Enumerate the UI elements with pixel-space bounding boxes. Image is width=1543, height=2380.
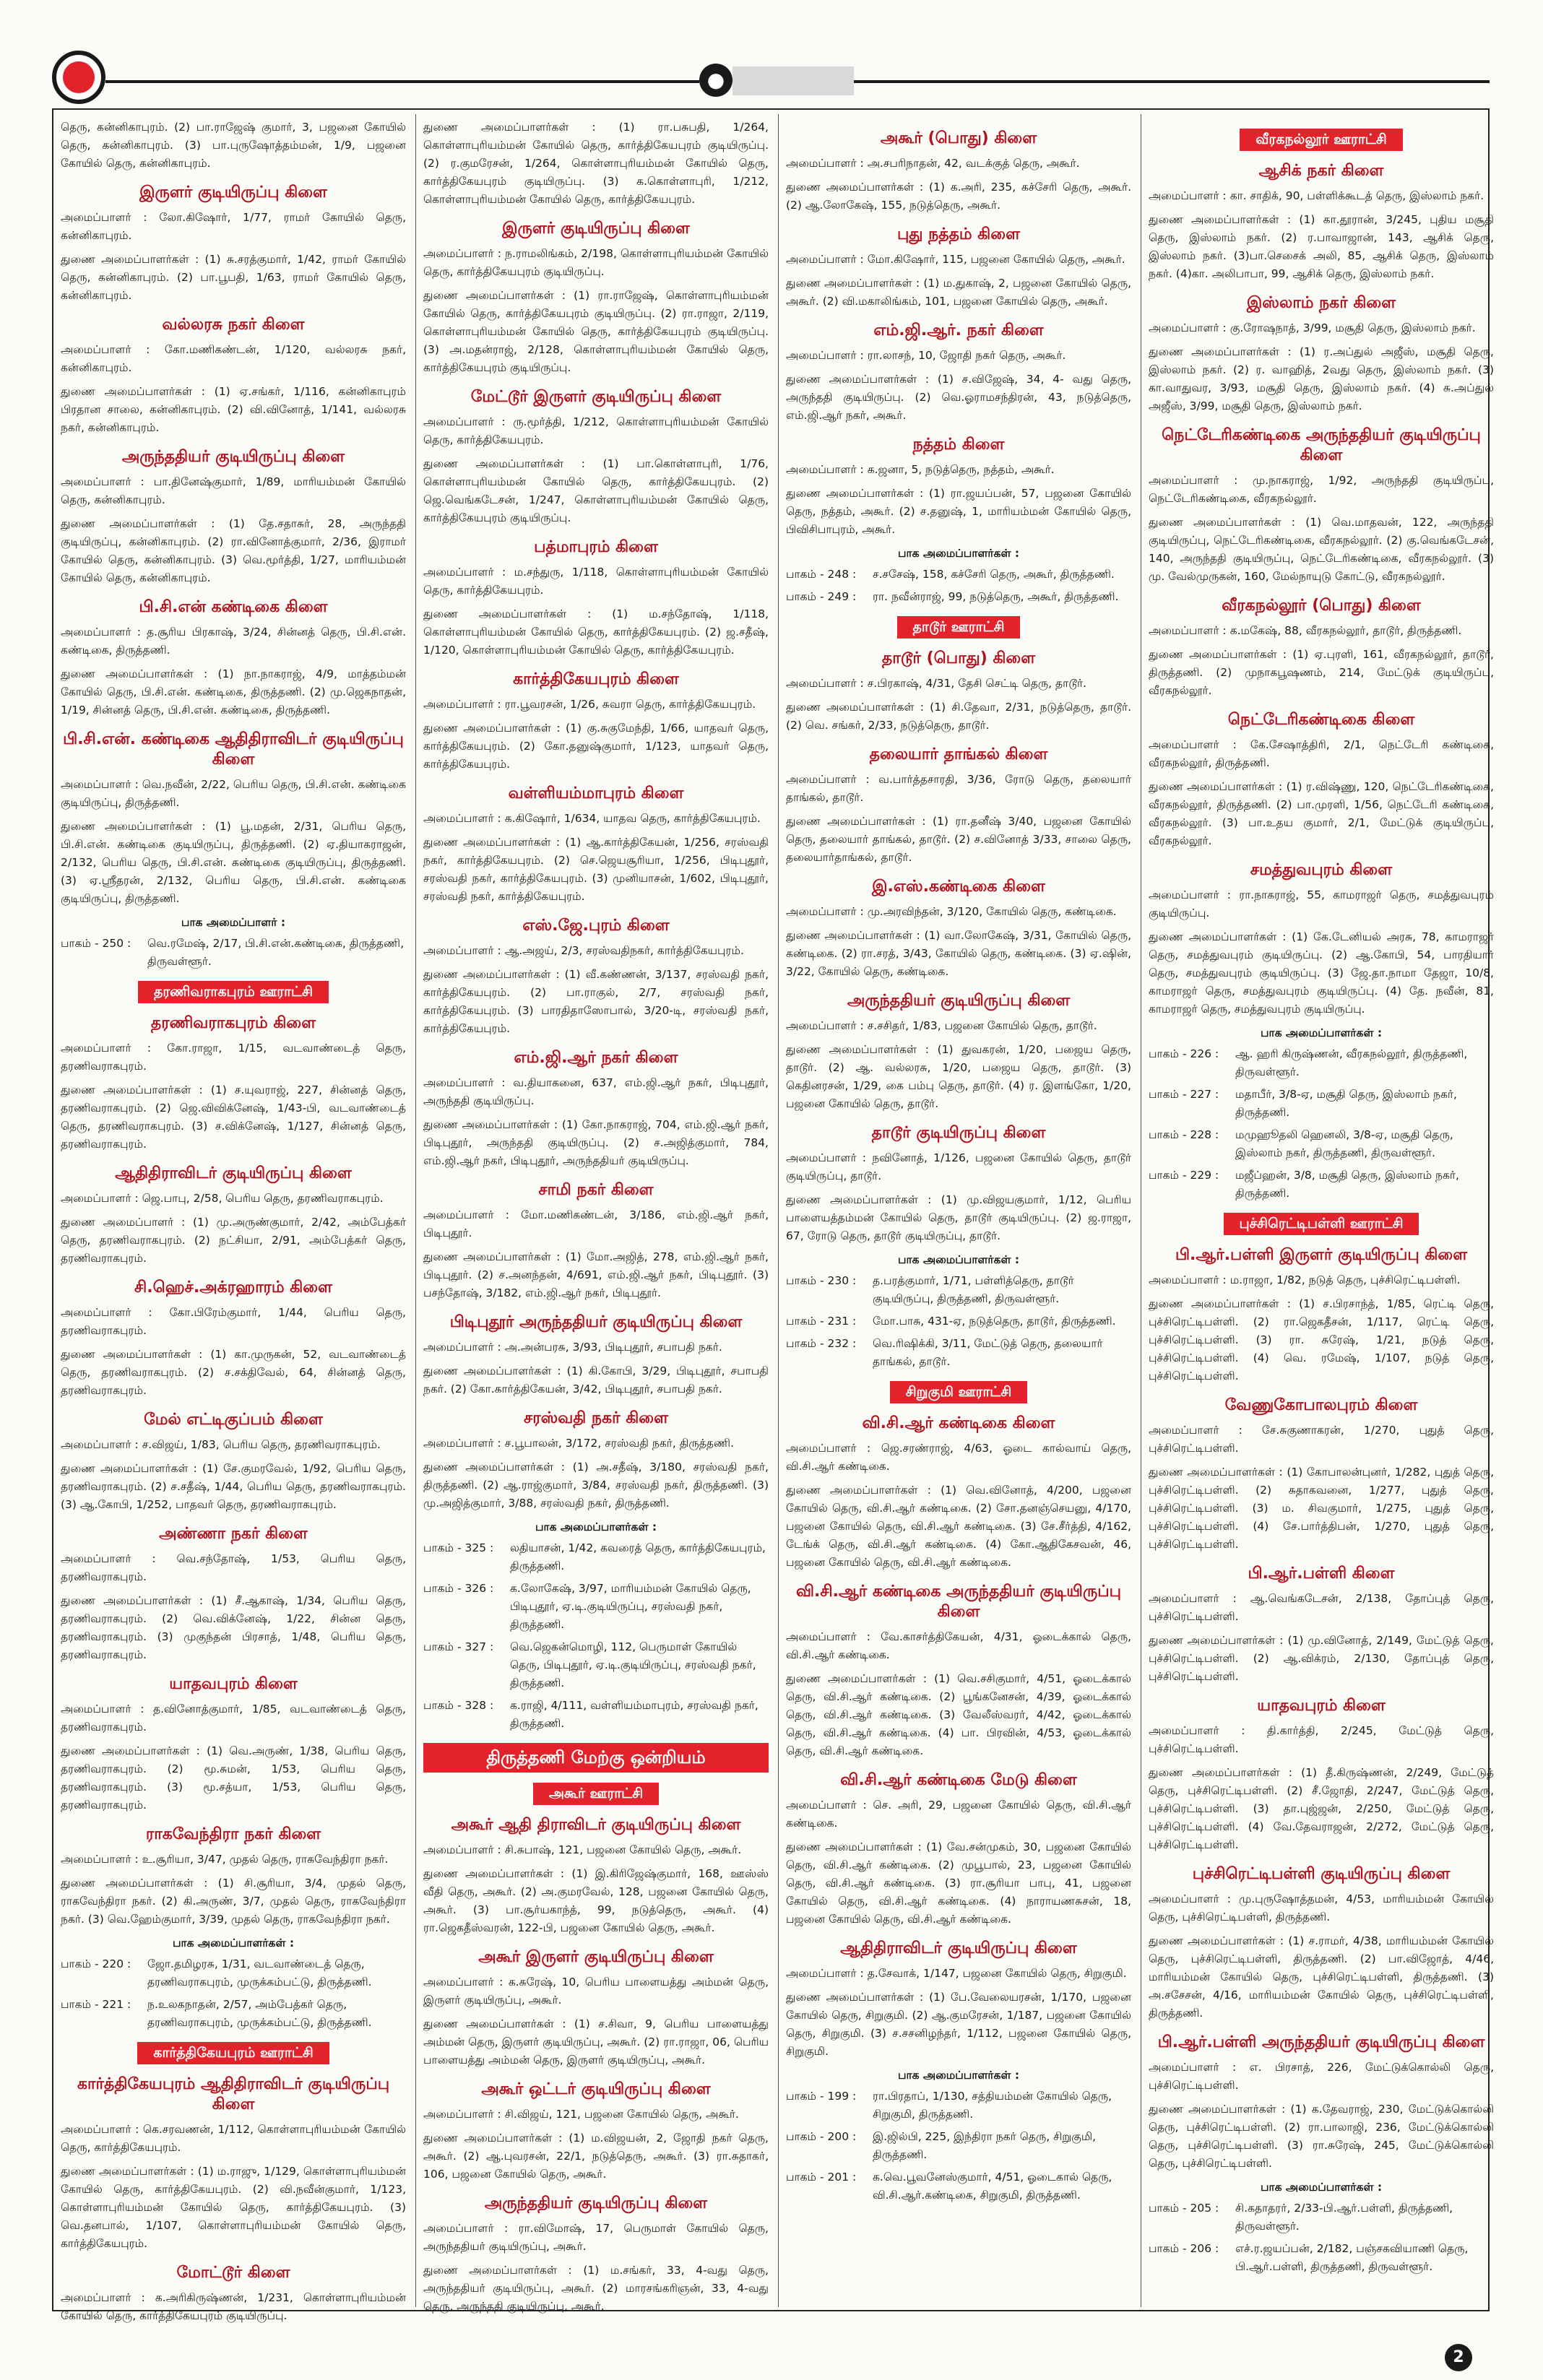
member-paragraph: துணை அமைப்பாளர்கள் : (1) ரா.தனீஷ் 3/40, பஜனை கோயில் தெரு, தலையார் தாங்கல், தாடூர். (2) ச.வினோத் 3/33, சாலை தெரு, தலையார்தாங்கல், தாடூர். [786,815,1131,864]
booth-agent: வெ.ரமேஷ், 2/17, பி.சி.என்.கண்டிகை, திருத்தணி, திருவள்ளூர். [147,937,405,968]
member-paragraph: அமைப்பாளர் : ம.சந்துரு, 1/118, கொள்ளாபுரியம்மன் கோயில் தெரு, கார்த்திகேயபுரம். [423,566,769,597]
booth-agent: ஆ. ஹரி கிருஷ்ணன், வீரகநல்லூர், திருத்தணி, திருவள்ளூர். [1235,1047,1468,1078]
branch-heading: வள்ளியம்மாபுரம் கிளை [508,784,684,802]
column-divider [415,114,416,2307]
branch-heading: தலையார் தாங்கல் கிளை [869,745,1048,763]
member-paragraph: துணை அமைப்பாளர்கள் : (1) கி.கோபி, 3/29, பிடிபுதூர், சபாபதி நகர். (2) கோ.கார்த்திகேயன், 3/42, பிடிபுதூர், சபாபதி நகர். [423,1364,769,1395]
booth-number: பாகம் - 199 : [786,2090,857,2103]
member-paragraph: துணை அமைப்பாளர்கள் : (1) ச.பிரசாந்த், 1/85, ரெட்டி தெரு, புச்சிரெட்டிபள்ளி. (2) ரா.ஜெகதீசன், 1/117, ரெட்டி தெரு, புச்சிரெட்டிபள்ளி. (3) ரா. சுரேஷ், 1/21, நடுத் தெரு, புச்சிரெட்டிபள்ளி. (4) வெ. ரமேஷ், 1/107, நடுத் தெரு, புச்சிரெட்டிபள்ளி. [1149,1297,1494,1382]
booth-agent: க.வெ.பூவனேஸ்குமார், 4/51, ஓடைகால் தெரு, வி.சி.ஆர்.கண்டிகை, சிறுகுமி, திருத்தணி. [873,2171,1112,2202]
booth-row [1149,1167,1494,1203]
booth-agent: வெ.ஜெகன்மொழி, 112, பெருமாள் கோயில் தெரு, பிடிபுதூர், ஏ.டி.குடியிருப்பு, சரஸ்வதி நகர், திருத்தணி. [510,1640,756,1689]
branch-heading: சி.ஹெச்.அக்ரஹாரம் கிளை [134,1278,332,1297]
member-paragraph: துணை அமைப்பாளர்கள் : (1) கோபாலன்புனர், 1/282, புதுத் தெரு, புச்சிரெட்டிபள்ளி. (2) சுதாகவனை, 1/277, புதுத் தெரு, புச்சிரெட்டிபள்ளி. (3) ம. சிவகுமார், 1/275, புதுத் தெரு, புச்சிரெட்டிபள்ளி. (4) சே.பார்த்திபன், 1/270, புதுத் தெரு, புச்சிரெட்டிபள்ளி. [1149,1466,1494,1551]
panchayat-banner: தாடூர் ஊராட்சி [897,616,1021,639]
booth-number: பாகம் - 250 : [61,937,131,950]
member-paragraph: அமைப்பாளர் : கோ.ராஜா, 1/15, வடவாண்டைத் தெரு, தரணிவராகபுரம். [61,1042,406,1073]
masthead [0,0,1543,108]
branch-heading: நெட்டேரிகண்டிகை கிளை [1227,711,1415,729]
member-paragraph: அமைப்பாளர் : கெ.சரவணன், 1/112, கொள்ளாபுரியம்மன் கோயில் தெரு, கார்த்திகேயபுரம். [61,2123,406,2154]
booth-number: பாகம் - 201 : [786,2171,857,2184]
branch-heading: யாதவபுரம் கிளை [1257,1697,1386,1715]
member-paragraph: துணை அமைப்பாளர்கள் : (1) ச.விஜேஷ், 34, 4- வது தெரு, அருந்ததி குடியிருப்பு. (2) வெ.ஓராமசந்திரன், 43, நடுத்தெரு, எம்.ஜி.ஆர் நகர், அகூர். [786,373,1131,422]
booth-number: பாகம் - 221 : [61,1998,131,2011]
column-4 [1149,118,1494,2307]
member-paragraph: அமைப்பாளர் : த.சேவாக், 1/147, பஜனை கோயில் தெரு, சிறுகுமி. [786,1967,1127,1980]
header-rule-left [105,80,699,83]
member-paragraph: துணை அமைப்பாளர்கள் : (1) ரா.பசுபதி, 1/264, கொள்ளாபுரியம்மன் கோயில் தெரு, கார்த்திகேயபுரம் குடியிருப்பு. (2) ர.குமரேசன், 1/264, கொள்ளாபுரியம்மன் கோயில் தெரு, கார்த்திகேயபுரம் குடியிருப்பு. (3) க.கொள்ளாபுரி, 1/212, கொள்ளாபுரியம்மன் கோயில் தெரு, கார்த்திகேயபுரம். [423,121,769,206]
member-paragraph: அமைப்பாளர் : வெ.சந்தோஷ், 1/53, பெரிய தெரு, தரணிவராகபுரம். [61,1552,406,1583]
booth-row [61,935,406,971]
column-divider [778,114,779,2307]
member-paragraph: அமைப்பாளர் : நவினோத், 1/126, பஜனை கோயில் தெரு, தாடூர் குடியிருப்பு, தாடூர். [786,1151,1131,1182]
branch-heading: ராகவேந்திரா நகர் கிளை [145,1825,321,1843]
panchayat-banner: கார்த்திகேயபுரம் ஊராட்சி [137,2042,329,2064]
member-paragraph: அமைப்பாளர் : சே.சுகுணாகரன், 1/270, புதுத் தெரு, புச்சிரெட்டிபள்ளி. [1149,1424,1494,1455]
branch-heading: ஆசிக் நகர் கிளை [1258,162,1384,180]
member-paragraph: தெரு, கன்னிகாபுரம். (2) பா.ராஜேஷ் குமார், 3, பஜனை கோயில் தெரு, கன்னிகாபுரம். (3) பா.புருஷோத்தம்மன், 1/9, பஜனை கோயில் தெரு, கன்னிகாபுரம். [61,121,406,170]
booth-row [61,1955,406,1991]
booth-number: பாகம் - 229 : [1149,1169,1219,1182]
booth-row [786,1272,1131,1308]
booth-number: பாகம் - 227 : [1149,1088,1219,1101]
member-paragraph: துணை அமைப்பாளர்கள் : (1) ரா.ராஜேஷ், கொள்ளாபுரியம்மன் கோயில் தெரு, கார்த்திகேயபுரம் குடியிருப்பு. (2) ரா.ராஜா, 2/119, கொள்ளாபுரியம்மன் கோயில் தெரு, கார்த்திகேயபுரம் குடியிருப்பு. (3) அ.மதன்ராஜ், 2/128, கொள்ளாபுரியம்மன் கோயில் தெரு, கார்த்திகேயபுரம் குடியிருப்பு. [423,289,769,374]
branch-heading: பத்மாபுரம் கிளை [534,538,658,556]
member-paragraph: துணை அமைப்பாளர்கள் : (1) ச.ராமர், 4/38, மாரியம்மன் கோயில் தெரு, புச்சிரெட்டிபள்ளி, திருத்தணி. (2) பா.விஜோத், 4/46, மாரியம்மன் கோயில் தெரு, புச்சிரெட்டிபள்ளி, திருத்தணி. (3) அ.சசேசன், 4/16, மாரியம்மன் கோயில் தெரு, புச்சிரெட்டிபள்ளி, திருத்தணி. [1149,1934,1494,2020]
booth-number: பாகம் - 200 : [786,2130,857,2143]
member-paragraph: துணை அமைப்பாளர்கள் : (1) ர.விஷ்ணு, 120, நெட்டேரிகண்டிகை, வீரகநல்லூர், திருத்தணி. (2) பா.முரளி, 1/56, நெட்டேரி கண்டிகை, வீரகநல்லூர். (3) பா.உதய குமார், 2/1, மேட்டுக் குடியிருப்பு, வீரகநல்லூர். [1149,780,1494,847]
member-paragraph: துணை அமைப்பாளர் : (1) மு.அருண்குமார், 2/42, அம்பேத்கர் தெரு, தரணிவராகபுரம். (2) நட்சியா, 2/91, அம்பேத்கர் தெரு, தரணிவராகபுரம். [61,1216,406,1265]
panchayat-banner: புச்சிரெட்டிபள்ளி ஊராட்சி [1224,1213,1419,1235]
branch-heading: பி.சி.என் கண்டிகை கிளை [139,598,328,616]
booth-row [786,2128,1131,2164]
booth-agent: மதாபீர், 3/8-ஏ, மசூதி தெரு, இஸ்லாம் நகர், திருத்தணி. [1235,1088,1457,1119]
member-paragraph: துணை அமைப்பாளர்கள் : (1) சி.தேவா, 2/31, நடுத்தெரு, தாடூர். (2) வெ. சங்கர், 2/33, நடுத்தெரு, தாடூர். [786,701,1131,732]
booth-agent: மமுஹூதலி ஹெனலி, 3/8-ஏ, மசூதி தெரு, இஸ்லாம் நகர், திருத்தணி, திருவள்ளூர். [1235,1128,1453,1159]
branch-heading: அருந்ததியர் குடியிருப்பு கிளை [847,992,1071,1010]
member-paragraph: துணை அமைப்பாளர்கள் : (1) கா.முருகன், 52, வடவாண்டைத் தெரு, தரணிவராகபுரம். (2) ச.சக்திவேல், 64, சின்னத் தெரு, தரணிவராகபுரம். [61,1348,406,1397]
member-paragraph: அமைப்பாளர் : வே.காசர்த்திகேயன், 4/31, ஓடைக்கால் தெரு, வி.சி.ஆர் கண்டிகை. [786,1630,1131,1661]
panchayat-banner: அகூர் ஊராட்சி [533,1783,659,1805]
member-paragraph: அமைப்பாளர் : ரு.மூர்த்தி, 1/212, கொள்ளாபுரியம்மன் கோயில் தெரு, கார்த்திகேயபுரம். [423,415,769,446]
member-paragraph: துணை அமைப்பாளர்கள் : (1) சீ.ஆகாஷ், 1/34, பெரிய தெரு, தரணிவராகபுரம். (2) வெ.விக்னேஷ், 1/22, சின்ன தெரு, தரணிவராகபுரம். (3) முகுந்தன் பிரசாத், 1/48, பெரிய தெரு, தரணிவராகபுரம். [61,1594,406,1661]
section-subheading: பாக அமைப்பாளர்கள் : [535,1520,657,1533]
member-paragraph: துணை அமைப்பாளர்கள் : (1) ச.யுவராஜ், 227, சின்னத் தெரு, தரணிவராகபுரம். (2) ஜெ.விவிக்னேஷ், 1/43-பி, வடவாண்டைத் தெரு, தரணிவராகபுரம். (3) ச.விக்னேஷ், 1/127, சின்னத் தெரு, தரணிவராகபுரம். [61,1083,406,1151]
section-subheading: பாக அமைப்பாளர்கள் : [897,1253,1020,1266]
red-circle-logo [52,51,105,104]
member-paragraph: துணை அமைப்பாளர்கள் : (1) வீ.கண்ணன், 3/137, சரஸ்வதி நகர், கார்த்திகேயபுரம். (2) பா.ராகுல், 2/7, சரஸ்வதி நகர், கார்த்திகேயபுரம். (3) பாரதிதாஸோபால், 3/20-டி, சரஸ்வதி நகர், கார்த்திகேயபுரம். [423,968,769,1035]
member-paragraph: அமைப்பாளர் : அ.அன்பரசு, 3/93, பிடிபுதூர், சபாபதி நகர். [423,1341,722,1354]
member-paragraph: துணை அமைப்பாளர்கள் : (1) தீ.கிருஷ்ணன், 2/249, மேட்டுத் தெரு, புச்சிரெட்டிபள்ளி. (2) சீ.ஜோதி, 2/247, மேட்டுத் தெரு, புச்சிரெட்டிபள்ளி. (3) தா.புஜ்ஜன், 2/250, மேட்டுத் தெரு, புச்சிரெட்டிபள்ளி. (4) வே.தேவராஜன், 2/272, மேட்டுத் தெரு, புச்சிரெட்டிபள்ளி. [1149,1766,1494,1851]
member-paragraph: துணை அமைப்பாளர்கள் : (1) மோ.அஜித், 278, எம்.ஜி.ஆர் நகர், பிடிபுதூர். (2) ச.அனந்தன், 4/691, எம்.ஜி.ஆர் நகர், பிடிபுதூர். (3) பசந்தோஷ், 3/182, எம்.ஜி.ஆர் நகர், பிடிபுதூர். [423,1250,769,1299]
booth-row [1149,2240,1494,2276]
booth-number: பாகம் - 226 : [1149,1047,1219,1060]
branch-heading: சரஸ்வதி நகர் கிளை [524,1409,668,1427]
booth-agent: எச்.ர.ஜயப்பன், 2/182, பஞ்சகவியாணி தெரு, பி.ஆர்.பள்ளி, திருத்தணி, திருவள்ளூர். [1235,2242,1469,2273]
member-paragraph: அமைப்பாளர் : லோ.கிஷோர், 1/77, ராமர் கோயில் தெரு, கன்னிகாபுரம். [61,211,406,242]
member-paragraph: துணை அமைப்பாளர்கள் : (1) ம.சங்கர், 33, 4-வது தெரு, அருந்ததியர் குடியிருப்பு, அகூர். (2) மாரசங்கரிஞன், 33, 4-வது தெரு, அருந்ததி குடியிருப்பு, அகூர். [423,2264,769,2313]
branch-heading: கார்த்திகேயபுரம் கிளை [513,670,679,688]
booth-agent: ஜோ.தமிழரசு, 1/31, வடவாண்டைத் தெரு, தரணிவராகபுரம், முருக்கம்பட்டு, திருத்தணி. [147,1957,372,1989]
member-paragraph: அமைப்பாளர் : ந.ராமலிங்கம், 2/198, கொள்ளாபுரியம்மன் கோயில் தெரு, கார்த்திகேயபுரம் குடியிருப்பு. [423,247,769,278]
member-paragraph: துணை அமைப்பாளர்கள் : (1) கோ.நாகராஜ், 704, எம்.ஜி.ஆர் நகர், பிடிபுதூர், அருந்ததி குடியிருப்பு. (2) ச.அஜித்குமார், 784, எம்.ஜி.ஆர் நகர், பிடிபுதூர், அருந்ததியர் குடியிருப்பு. [423,1118,769,1167]
booth-row [1149,1086,1494,1122]
booth-number: பாகம் - 220 : [61,1957,131,1970]
member-paragraph: துணை அமைப்பாளர்கள் : (1) நா.நாகராஜ், 4/9, மாத்தம்மன் கோயில் தெரு, பி.சி.என். கண்டிகை, திருத்தணி. (2) மு.ஜெகநாதன், 1/19, சின்னத் தெரு, பி.சி.என். கண்டிகை, திருத்தணி. [61,667,406,717]
branch-heading: வல்லரசு நகர் கிளை [162,316,305,334]
booth-row [786,1335,1131,1371]
branch-heading: பி.ஆர்.பள்ளி அருந்ததியர் குடியிருப்பு கிளை [1157,2033,1485,2051]
column-2 [423,118,769,2313]
member-paragraph: அமைப்பாளர் : ரா.நாகராஜ், 55, காமராஜர் தெரு, சமத்துவபுரம் குடியிருப்பு. [1149,888,1494,919]
member-paragraph: அமைப்பாளர் : பா.தினேஷ்குமார், 1/89, மாரியம்மன் கோயில் தெரு, கன்னிகாபுரம். [61,475,406,506]
branch-heading: எம்.ஜி.ஆர் நகர் கிளை [514,1049,678,1067]
booth-row [786,1312,1131,1330]
booth-agent: வெ.ரிஷிக்கி, 3/11, மேட்டுத் தெரு, தலையார் தாங்கல், தாடூர். [873,1337,1103,1368]
booth-agent: ரா. நவீன்ராஜ், 99, நடுத்தெரு, அகூர், திருத்தணி. [873,590,1119,603]
member-paragraph: அமைப்பாளர் : வ.தியாகனை, 637, எம்.ஜி.ஆர் நகர், பிடிபுதூர், அருந்ததி குடியிருப்பு. [423,1076,769,1107]
member-paragraph: அமைப்பாளர் : க.சுரேஷ், 10, பெரிய பாளையத்து அம்மன் தெரு, இருளர் குடியிருப்பு, அகூர். [423,1976,769,2007]
branch-heading: எஸ்.ஜே.புரம் கிளை [522,917,670,935]
branch-heading: அருந்ததியர் குடியிருப்பு கிளை [121,448,345,466]
member-paragraph: துணை அமைப்பாளர்கள் : (1) வெ.சசிகுமார், 4/51, ஓடைக்கால் தெரு, வி.சி.ஆர் கண்டிகை. (2) பூங்கனேசன், 4/39, ஓடைக்கால் தெரு, வி.சி.ஆர் கண்டிகை. (3) வேலீஸ்வரர், 4/42, ஓடைக்கால் தெரு, வி.சி.ஆர் கண்டிகை. (4) பா. பிரவின், 4/53, ஓடைக்கால் தெரு, வி.சி.ஆர் கண்டிகை. [786,1672,1131,1757]
booth-number: பாகம் - 205 : [1149,2202,1219,2215]
member-paragraph: அமைப்பாளர் : மோ.மணிகண்டன், 3/186, எம்.ஜி.ஆர் நகர், பிடிபுதூர். [423,1208,769,1239]
booth-number: பாகம் - 231 : [786,1315,857,1328]
booth-agent: சி.கதாதரர், 2/33-பி.ஆர்.பள்ளி, திருத்தணி, திருவள்ளூர். [1235,2202,1453,2233]
member-paragraph: துணை அமைப்பாளர்கள் : (1) வே.சன்முகம், 30, பஜனை கோயில் தெரு, வி.சி.ஆர் கண்டிகை. (2) முபூபால், 23, பஜனை கோயில் தெரு, வி.சி.ஆர் கண்டிகை. (3) ரா.சூரியா பாபு, 41, பஜனை கோயில் தெரு, வி.சி.ஆர் கண்டிகை. (4) நாராயணசுசன், 18, பஜனை கோயில் தெரு, வி.சி.ஆர் கண்டிகை. [786,1840,1131,1926]
member-paragraph: துணை அமைப்பாளர்கள் : (1) ம.விஜயன், 2, ஜோதி நகர் தெரு, அகூர். (2) ஆ.புவரசன், 22/1, நடுத்தெரு, அகூர். (3) ரா.சுதாகர், 106, பஜனை கோயில் தெரு, அகூர். [423,2132,769,2181]
member-paragraph: துணை அமைப்பாளர்கள் : (1) பூ.மதன், 2/31, பெரிய தெரு, பி.சி.என். கண்டிகை குடியிருப்பு, திருத்தணி. (2) ஏ.தியாகராஜன், 2/132, பெரிய தெரு, பி.சி.என். கண்டிகை குடியிருப்பு, திருத்தணி. (3) ஏ.ஸ்ரீதரன், 2/132, பெரிய தெரு, பி.சி.என். கண்டிகை குடியிருப்பு, திருத்தணி. [61,820,406,905]
member-paragraph: அமைப்பாளர் : ச.பிரகாஷ், 4/31, தேசி செட்டி தெரு, தாடூர். [786,677,1087,690]
member-paragraph: துணை அமைப்பாளர்கள் : (1) வெ.மாதவன், 122, அருந்ததி குடியிருப்பு, நெட்டேரிகண்டிகை, வீரகநல்லூர். (2) கு.வெங்கடேசன், 140, அருந்ததி குடியிருப்பு, நெட்டேரிகண்டிகை, வீரகநல்லூர். (3) மு. வேல்முருகன், 160, மேல்நாயுடு கோட்டு, வீரகநல்லூர். [1149,516,1494,583]
booth-agent: ரா.பிரதாப், 1/130, சத்தியம்மன் கோயில் தெரு, சிறுகுமி, திருத்தணி. [873,2090,1112,2121]
panchayat-banner: சிறுகுமி ஊராட்சி [890,1381,1028,1403]
branch-heading: அகூர் ஆதி திராவிடர் குடியிருப்பு கிளை [451,1816,741,1834]
member-paragraph: அமைப்பாளர் : தி.கார்த்தி, 2/245, மேட்டுத் தெரு, புச்சிரெட்டிபள்ளி. [1149,1724,1494,1755]
booth-row [786,566,1131,584]
booth-number: பாகம் - 249 : [786,590,857,603]
booth-number: பாகம் - 328 : [423,1699,494,1712]
member-paragraph: துணை அமைப்பாளர்கள் : (1) தே.சதாசுர், 28, அருந்ததி குடியிருப்பு, கன்னிகாபுரம். (2) ரா.வினோத்குமார், 2/36, இராமர் கோயில் தெரு, கன்னிகாபுரம். (3) வெ.மூர்த்தி, 1/27, மாரியம்மன் கோயில் தெரு, கன்னிகாபுரம். [61,517,406,584]
member-paragraph: அமைப்பாளர் : கா. சாதிக், 90, பள்ளிக்கூடத் தெரு, இஸ்லாம் நகர். [1149,189,1484,202]
member-paragraph: துணை அமைப்பாளர்கள் : (1) மு.வினோத், 2/149, மேட்டுத் தெரு, புச்சிரெட்டிபள்ளி. (2) ஆ.விக்ரம், 2/130, தோப்புத் தெரு, புச்சிரெட்டிபள்ளி. [1149,1634,1494,1683]
member-paragraph: துணை அமைப்பாளர்கள் : (1) கே.டேனியல் அரசு, 78, காமராஜர் தெரு, சமத்துவபுரம் குடியிருப்பு. (2) ஆ.கோபி, 54, பாரதியார் தெரு, சமத்துவபுரம் குடியிருப்பு. (3) ஜே.தா.நாமா தேஜா, 10/8, காமராஜர் தெரு, சமத்துவபுரம் குடியிருப்பு. (4) தே. நவீன், 81, காமராஜர் தெரு, சமத்துவபுரம் குடியிருப்பு. [1149,930,1494,1016]
branch-heading: இருளர் குடியிருப்பு கிளை [502,220,690,238]
member-paragraph: துணை அமைப்பாளர்கள் : (1) பே.வேலையரசன், 1/170, பஜனை கோயில் தெரு, சிறுகுமி. (2) ஆ.குமரேசன், 1/187, பஜனை கோயில் தெரு, சிறுகுமி. (3) ச.சசனிழந்தர், 1/112, பஜனை கோயில் தெரு, சிறுகுமி. [786,1991,1131,2058]
panchayat-banner: வீரகநல்லூர் ஊராட்சி [1240,129,1403,151]
member-paragraph: அமைப்பாளர் : ரா.லாசந், 10, ஜோதி நகர் தெரு, அகூர். [786,349,1066,362]
member-paragraph: துணை அமைப்பாளர்கள் : (1) ம.சந்தோஷ், 1/118, கொள்ளாபுரியம்மன் கோயில் தெரு, கார்த்திகேயபுரம். (2) ஜ.சதீஷ், 1/120, கொள்ளாபுரியம்மன் கோயில் தெரு, கார்த்திகேயபுரம். [423,607,769,657]
member-paragraph: துணை அமைப்பாளர்கள் : (1) க.தேவராஜ், 230, மேட்டுக்கொல்லி தெரு, புச்சிரெட்டிபள்ளி. (2) ரா.பாலாஜி, 236, மேட்டுக்கொல்லி தெரு, புச்சிரெட்டிபள்ளி. (3) ரா.சுரேஷ், 245, மேட்டுக்கொல்லி தெரு, புச்சிரெட்டிபள்ளி. [1149,2103,1494,2170]
booth-row [423,1638,769,1692]
member-paragraph: துணை அமைப்பாளர்கள் : (1) ம.துகாஷ், 2, பஜனை கோயில் தெரு, அகூர். (2) வி.மகாலிங்கம், 101, பஜனை கோயில் தெரு, அகூர். [786,277,1131,308]
member-paragraph: அமைப்பாளர் : ஜெ.சரண்ராஜ், 4/63, ஓடை கால்வாய் தெரு, வி.சி.ஆர் கண்டிகை. [786,1442,1131,1473]
member-paragraph: அமைப்பாளர் : மு.நாகராஜ், 1/92, அருந்ததி குடியிருப்பு, நெட்டேரிகண்டிகை, வீரகநல்லூர். [1149,474,1494,505]
member-paragraph: துணை அமைப்பாளர்கள் : (1) ச.சிவா, 9, பெரிய பாளையத்து அம்மன் தெரு, இருளர் குடியிருப்பு, அகூர். (2) ரா.ராஜா, 06, பெரிய பாளையத்து அம்மன் தெரு, இருளர் குடியிருப்பு, அகூர். [423,2017,769,2067]
branch-heading: அகூர் இருளர் குடியிருப்பு கிளை [478,1948,714,1966]
member-paragraph: துணை அமைப்பாளர்கள் : (1) அ.சதீஷ், 3/180, சரஸ்வதி நகர், திருத்தணி. (2) ஆ.ராஜ்குமார், 3/84, சரஸ்வதி நகர், திருத்தணி. (3) மு.அஜித்குமார், 3/88, சரஸ்வதி நகர், திருத்தணி. [423,1461,769,1510]
branch-heading: தரணிவராகபுரம் கிளை [150,1014,316,1032]
member-paragraph: அமைப்பாளர் : ஜெ.பாபு, 2/58, பெரிய தெரு, தரணிவராகபுரம். [61,1192,384,1205]
booth-number: பாகம் - 248 : [786,568,857,581]
member-paragraph: துணை அமைப்பாளர்கள் : (1) ஆ.கார்த்திகேயன், 1/256, சரஸ்வதி நகர், கார்த்திகேயபுரம். (2) செ.ஜெயசூரியா, 1/256, பிடிபுதூர், சரஸ்வதி நகர், கார்த்திகேயபுரம். (3) முனியாசன், 1/602, பிடிபுதூர், சரஸ்வதி நகர், கார்த்திகேயபுரம். [423,836,769,903]
member-paragraph: துணை அமைப்பாளர்கள் : (1) வெ.அருண், 1/38, பெரிய தெரு, தரணிவராகபுரம். (2) மூ.சுமன், 1/53, பெரிய தெரு, தரணிவராகபுரம். (3) மூ.சத்யா, 1/53, பெரிய தெரு, தரணிவராகபுரம். [61,1744,406,1812]
member-paragraph: அமைப்பாளர் : க.அரிகிருஷ்ணன், 1/231, கொள்ளாபுரியம்மன் கோயில் தெரு, கார்த்திகேயபுரம் குடியிருப்பு. [61,2291,406,2322]
branch-heading: தாடூர் (பொது) கிளை [881,649,1036,667]
member-paragraph: துணை அமைப்பாளர்கள் : (1) மு.விஜயகுமார், 1/12, பெரிய பாளையத்தம்மன் கோயில் தெரு, தாடூர் குடியிருப்பு. (2) ஜ.ராஜா, 67, ரோடு தெரு, தாடூர் குடியிருப்பு, தாடூர். [786,1193,1131,1242]
column-3 [786,118,1131,2307]
booth-row [423,1580,769,1634]
member-paragraph: அமைப்பாளர் : மு.புருஷோத்தமன், 4/53, மாரியம்மன் கோயில் தெரு, புச்சிரெட்டிபள்ளி, திருத்தணி. [1149,1892,1494,1924]
branch-heading: அண்ணா நகர் கிளை [159,1525,308,1543]
booth-number: பாகம் - 230 : [786,1274,857,1287]
party-emblem-icon: ● [699,64,732,97]
member-paragraph: அமைப்பாளர் : ரா.பூவரசன், 1/26, சுவரா தெரு, கார்த்திகேயபுரம். [423,698,756,711]
booth-agent: ச.சசேஷ், 158, கச்சேரி தெரு, அகூர், திருத்தணி. [873,568,1115,581]
branch-heading: பி.சி.என். கண்டிகை ஆதிதிராவிடர் குடியிருப்பு கிளை [63,730,404,769]
branch-heading: பி.ஆர்.பள்ளி இருளர் குடியிருப்பு கிளை [1175,1246,1468,1264]
member-paragraph: அமைப்பாளர் : சி.சுபாஷ், 121, பஜனை கோயில் தெரு, அகூர். [423,1843,742,1856]
member-paragraph: துணை அமைப்பாளர்கள் : (1) ம.ராஜு, 1/129, கொள்ளாபுரியம்மன் கோயில் தெரு, கார்த்திகேயபுரம். (2) வி.நவீன்குமார், 1/123, கொள்ளாபுரியம்மன் கோயில் தெரு, கார்த்திகேயபுரம். (3) வெ.தனபால், 1/107, கொள்ளாபுரியம்மன் கோயில் தெரு, கார்த்திகேயபுரம். [61,2165,406,2250]
branch-heading: வி.சி.ஆர் கண்டிகை கிளை [862,1414,1055,1432]
branch-heading: புது நத்தம் கிளை [897,225,1020,243]
panchayat-banner: தரணிவராகபுரம் ஊராட்சி [138,981,329,1003]
branch-heading: அருந்ததியர் குடியிருப்பு கிளை [484,2194,708,2212]
member-paragraph: அமைப்பாளர் : கோ.மணிகண்டன், 1/120, வல்லரசு நகர், கன்னிகாபுரம். [61,343,406,374]
booth-row [786,2087,1131,2124]
booth-row [1149,1045,1494,1081]
branch-heading: நத்தம் கிளை [912,436,1005,454]
member-paragraph: அமைப்பாளர் : த.வினோத்குமார், 1/85, வடவாண்டைத் தெரு, தரணிவராகபுரம். [61,1702,406,1734]
member-paragraph: அமைப்பாளர் : க.மகேஷ், 88, வீரகநல்லூர், தாடூர், திருத்தணி. [1149,624,1462,637]
member-paragraph: துணை அமைப்பாளர்கள் : (1) கு.சுகுமேந்தி, 1/66, யாதவர் தெரு, கார்த்திகேயபுரம். (2) கோ.தனுஷ்குமார், 1/123, யாதவர் தெரு, கார்த்திகேயபுரம். [423,722,769,771]
member-paragraph: அமைப்பாளர் : ரா.விமோஷ், 17, பெருமாள் கோயில் தெரு, அருந்ததியர் குடியிருப்பு, அகூர். [423,2222,769,2253]
branch-heading: இ.எஸ்.கண்டிகை கிளை [872,878,1045,896]
member-paragraph: அமைப்பாளர் : செ. அரி, 29, பஜனை கோயில் தெரு, வி.சி.ஆர் கண்டிகை. [786,1799,1131,1830]
booth-agent: ந.உலகநாதன், 2/57, அம்பேத்கர் தெரு, தரணிவராகபுரம், முருக்கம்பட்டு, திருத்தணி. [147,1998,372,2029]
branch-heading: அகூர் (பொது) கிளை [880,129,1037,147]
section-subheading: பாக அமைப்பாளர்கள் : [897,2069,1020,2082]
member-paragraph: அமைப்பாளர் : ச.பூபாலன், 3/172, சரஸ்வதி நகர், திருத்தணி. [423,1437,734,1450]
booth-row [786,2168,1131,2204]
member-paragraph: துணை அமைப்பாளர்கள் : (1) கா.தூரான், 3/245, புதிய மசூதி தெரு, இஸ்லாம் நகர். (2) ர.பாவாஜான், 143, ஆசிக் தெரு, இஸ்லாம் நகர். (3)பா.செசைக் அலி, 85, ஆசிக் தெரு, இஸ்லாம் நகர். (4)கா. அலிபாபா, 99, ஆசிக் தெரு, இஸ்லாம் நகர். [1149,213,1494,280]
booth-agent: மஜீப்ஹன், 3/8, மசூதி தெரு, இஸ்லாம் நகர், திருத்தணி. [1235,1169,1459,1200]
branch-heading: வேணுகோபாலபுரம் கிளை [1224,1396,1418,1414]
member-paragraph: துணை அமைப்பாளர்கள் : (1) சி.சூரியா, 3/4, முதல் தெரு, ராகவேந்திரா நகர். (2) கி.அருண், 3/7, முதல் தெரு, ராகவேந்திரா நகர். (3) வெ.ஹேம்குமார், 3/39, முதல் தெரு, ராகவேந்திரா நகர். [61,1877,406,1926]
member-paragraph: துணை அமைப்பாளர்கள் : (1) சு.சரத்குமார், 1/42, ராமர் கோயில் தெரு, கன்னிகாபுரம். (2) பா.பூபதி, 1/63, ராமர் கோயில் தெரு, கன்னிகாபுரம். [61,253,406,302]
member-paragraph: அமைப்பாளர் : சி.விஜய், 121, பஜனை கோயில் தெரு, அகூர். [423,2108,739,2121]
booth-row [423,1539,769,1575]
branch-heading: ஆதிதிராவிடர் குடியிருப்பு கிளை [840,1939,1077,1957]
branch-heading: கார்த்திகேயபுரம் ஆதிதிராவிடர் குடியிருப்பு கிளை [77,2075,390,2113]
branch-heading: வி.சி.ஆர் கண்டிகை மேடு கிளை [840,1771,1077,1789]
member-paragraph: அமைப்பாளர் : வெ.நவீன், 2/22, பெரிய தெரு, பி.சி.என். கண்டிகை குடியிருப்பு, திருத்தணி. [61,778,406,809]
member-paragraph: அமைப்பாளர் : அ.சபரிநாதன், 42, வடக்குத் தெரு, அகூர். [786,157,1080,170]
branch-heading: சமத்துவபுரம் கிளை [1250,861,1393,879]
section-subheading: பாக அமைப்பாளர்கள் : [1260,2181,1383,2194]
member-paragraph: அமைப்பாளர் : மோ.கிஷோர், 115, பஜனை கோயில் தெரு, அகூர். [786,253,1125,266]
booth-number: பாகம் - 228 : [1149,1128,1219,1141]
branch-heading: இருளர் குடியிருப்பு கிளை [139,183,327,202]
member-paragraph: அமைப்பாளர் : ஆ.அஜய், 2/3, சரஸ்வதிநகர், கார்த்திகேயபுரம். [423,944,744,957]
page-number: 2 [1445,2344,1472,2371]
member-paragraph: அமைப்பாளர் : வ.பார்த்தசாரதி, 3/36, ரோடு தெரு, தலையார் தாங்கல், தாடூர். [786,773,1131,804]
branch-heading: இஸ்லாம் நகர் கிளை [1246,294,1396,312]
member-paragraph: துணை அமைப்பாளர்கள் : (1) க.அரி, 235, கச்சேரி தெரு, அகூர். (2) ஆ.லோகேஷ், 155, நடுத்தெரு, அகூர். [786,181,1131,212]
member-paragraph: துணை அமைப்பாளர்கள் : (1) வா.லோகேஷ், 3/31, கோயில் தெரு, கண்டிகை. (2) ரா.சரத், 3/43, கோயில் தெரு, கண்டிகை. (3) ஏ.ஷின், 3/22, கோயில் தெரு, கண்டிகை. [786,929,1131,978]
member-paragraph: துணை அமைப்பாளர்கள் : (1) துவகரன், 1/20, பஜைய தெரு, தாடூர். (2) ஆ. வல்லரசு, 1/20, பஜைய தெரு, தாடூர். (3) கெதினரசன், 1/29, கை பம்பு தெரு, தாடூர். (4) ர. இளங்கோ, 1/20, பஜனை கோயில் தெரு, தாடூர். [786,1043,1131,1110]
booth-row [1149,2199,1494,2236]
member-paragraph: அமைப்பாளர் : ச.சசிதர், 1/83, பஜனை கோயில் தெரு, தாடூர். [786,1019,1097,1032]
booth-number: பாகம் - 325 : [423,1541,494,1554]
booth-row [61,1996,406,2032]
member-paragraph: அமைப்பாளர் : உ.சூரியா, 3/47, முதல் தெரு, ராகவேந்திரா நகர். [61,1853,389,1866]
member-paragraph: துணை அமைப்பாளர்கள் : (1) பா.கொள்ளாபுரி, 1/76, கொள்ளாபுரியம்மன் கோயில் தெரு, கார்த்திகேயபுரம். (2) ஜெ.வெங்கடேசன், 1/247, கொள்ளாபுரியம்மன் கோயில் தெரு, கார்த்திகேயபுரம் குடியிருப்பு. [423,457,769,524]
member-paragraph: அமைப்பாளர் : க.கிஷோர், 1/634, யாதவ தெரு, கார்த்திகேயபுரம். [423,812,761,825]
member-paragraph: அமைப்பாளர் : மு.அரவிந்தன், 3/120, கோயில் தெரு, கண்டிகை. [786,905,1117,918]
booth-number: பாகம் - 327 : [423,1640,494,1653]
branch-heading: யாதவபுரம் கிளை [169,1675,298,1693]
section-subheading: பாக அமைப்பாளர்கள் : [1260,1026,1383,1039]
booth-number: பாகம் - 206 : [1149,2242,1219,2255]
member-paragraph: அமைப்பாளர் : க.ஜனா, 5, நடுத்தெரு, நத்தம், அகூர். [786,463,1055,476]
branch-heading: மேட்டூர் இருளர் குடியிருப்பு கிளை [470,388,722,406]
booth-number: பாகம் - 232 : [786,1337,857,1350]
header-tab [732,66,854,95]
member-paragraph: அமைப்பாளர் : ச.விஜய், 1/83, பெரிய தெரு, தரணிவராகபுரம். [61,1438,381,1451]
member-paragraph: அமைப்பாளர் : ம.ராஜா, 1/82, நடுத் தெரு, புச்சிரெட்டிபள்ளி. [1149,1273,1461,1286]
member-paragraph: துணை அமைப்பாளர்கள் : (1) ரா.ஜயப்பன், 57, பஜனை கோயில் தெரு, நத்தம், அகூர். (2) ச.தனுஷ், 1, மாரியம்மன் கோயில் தெரு, பிவிசிபாபுரம், அகூர். [786,487,1131,536]
union-banner: திருத்தணி மேற்கு ஒன்றியம் [423,1743,769,1773]
header-rule-right [854,80,1490,83]
booth-row [786,588,1131,606]
branch-heading: மேல் எட்டிகுப்பம் கிளை [144,1411,323,1429]
member-paragraph: அமைப்பாளர் : கோ.பிரேம்குமார், 1/44, பெரிய தெரு, தரணிவராகபுரம். [61,1306,406,1337]
member-paragraph: அமைப்பாளர் : த.சூரிய பிரகாஷ், 3/24, சின்னத் தெரு, பி.சி.என். கண்டிகை, திருத்தணி. [61,626,406,657]
member-paragraph: அமைப்பாளர் : எ. பிரசாத், 226, மேட்டுக்கொல்லி தெரு, புச்சிரெட்டிபள்ளி. [1149,2061,1494,2092]
member-paragraph: துணை அமைப்பாளர்கள் : (1) வெ.வினோத், 4/200, பஜனை கோயில் தெரு, வி.சி.ஆர் கண்டிகை. (2) சோ.தனஞ்செயனு, 4/170, பஜனை கோயில் தெரு, வி.சி.ஆர் கண்டிகை. (3) சே.சீர்த்தி, 4/162, டேங்க் தெரு, வி.சி.ஆர் கண்டிகை. (4) கோ.ஆதிகேசவன், 46, பஜனை கோயில் தெரு, வி.சி.ஆர் கண்டிகை. [786,1484,1131,1569]
booth-number: பாகம் - 326 : [423,1582,494,1595]
section-subheading: பாக அமைப்பாளர்கள் : [172,1937,295,1950]
member-paragraph: அமைப்பாளர் : கு.ரோஷநாத், 3/99, மசூதி தெரு, இஸ்லாம் நகர். [1149,321,1476,334]
member-paragraph: துணை அமைப்பாளர்கள் : (1) ர.அப்துல் அஜீஸ், மசூதி தெரு, இஸ்லாம் நகர். (2) ர. வாஹித், 2வது தெரு, இஸ்லாம் நகர். (3) கா.வாதுவர, 3/93, மசூதி தெரு, இஸ்லாம் நகர். (4) சு.அப்துல் அஜீஸ், 3/99, மசூதி தெரு, இஸ்லாம் நகர். [1149,345,1494,412]
booth-agent: இ.ஜில்பி, 225, இந்திரா நகர் தெரு, சிறுகுமி, திருத்தணி. [873,2130,1097,2161]
branch-heading: எம்.ஜி.ஆர். நகர் கிளை [873,321,1044,339]
branch-heading: தாடூர் குடியிருப்பு கிளை [871,1124,1046,1142]
branch-heading: ஆதிதிராவிடர் குடியிருப்பு கிளை [115,1164,352,1182]
member-paragraph: அமைப்பாளர் : கே.சேஷாத்திரி, 2/1, நெட்டேரி கண்டிகை, வீரகநல்லூர், திருத்தணி. [1149,738,1494,769]
booth-row [423,1697,769,1733]
branch-heading: வீரகநல்லூர் (பொது) கிளை [1222,597,1421,615]
booth-agent: மோ.பாசு, 431-ஏ, நடுத்தெரு, தாடூர், திருத்தணி. [873,1315,1116,1328]
booth-agent: லதியாசன், 1/42, கவரைத் தெரு, கார்த்திகேயபுரம், திருத்தணி. [510,1541,766,1572]
branch-heading: புச்சிரெட்டிபள்ளி குடியிருப்பு கிளை [1192,1865,1451,1883]
section-subheading: பாக அமைப்பாளர்கள் : [897,547,1020,560]
branch-heading: சாமி நகர் கிளை [538,1181,654,1199]
booth-agent: க.லோகேஷ், 3/97, மாரியம்மன் கோயில் தெரு, பிடிபுதூர், ஏ.டி.குடியிருப்பு, சரஸ்வதி நகர், திருத்தணி. [510,1582,751,1631]
member-paragraph: துணை அமைப்பாளர்கள் : (1) இ.கிரிஜேஷ்குமார், 168, ஊஸ்ஸ் வீதி தெரு, அகூர். (2) அ.குமரவேல், 128, பஜனை கோயில் தெரு, அகூர். (3) பா.சூர்யகாந்த், 99, நடுத்தெரு, அகூர். (4) ரா.ஜெகதீஸ்வரன், 122-பி, பஜனை கோயில் தெரு, அகூர். [423,1867,769,1934]
booth-agent: க.ராஜி, 4/111, வள்ளியம்மாபுரம், சரஸ்வதி நகர், திருத்தணி. [510,1699,758,1730]
booth-agent: த.பரத்குமார், 1/71, பள்ளித்தெரு, தாடூர் குடியிருப்பு, திருத்தணி, திருவள்ளூர். [873,1274,1074,1305]
branch-heading: நெட்டேரிகண்டிகை அருந்ததியர் குடியிருப்பு கிளை [1162,426,1481,464]
branch-heading: அகூர் ஒட்டர் குடியிருப்பு கிளை [481,2080,711,2098]
member-paragraph: துணை அமைப்பாளர்கள் : (1) ஏ.புரளி, 161, வீரகநல்லூர், தாடூர், திருத்தணி. (2) முநாகபூஷணம், 214, மேட்டுக் குடியிருப்பு, வீரகநல்லூர். [1149,648,1494,697]
branch-heading: பி.ஆர்.பள்ளி கிளை [1248,1565,1395,1583]
section-subheading: பாக அமைப்பாளர் : [181,916,286,929]
branch-heading: வி.சி.ஆர் கண்டிகை அருந்ததியர் குடியிருப்பு கிளை [795,1583,1122,1621]
member-paragraph: அமைப்பாளர் : ஆ.வெங்கடேசன், 2/138, தோப்புத் தெரு, புச்சிரெட்டிபள்ளி. [1149,1592,1494,1623]
member-paragraph: துணை அமைப்பாளர்கள் : (1) சே.குமரவேல், 1/92, பெரிய தெரு, தரணிவராகபுரம். (2) ச.சதீஷ், 1/44, பெரிய தெரு, தரணிவராகபுரம். (3) ஆ.கோபி, 1/252, பாதவர் தெரு, தரணிவராகபுரம். [61,1462,406,1511]
member-paragraph: துணை அமைப்பாளர்கள் : (1) ஏ.சங்கர், 1/116, கன்னிகாபுரம் பிரதான சாலை, கன்னிகாபுரம். (2) வி.வினோத், 1/141, வல்லரசு நகர், கன்னிகாபுரம். [61,385,406,434]
branch-heading: பிடிபுதூர் அருந்ததியர் குடியிருப்பு கிளை [449,1313,743,1331]
booth-row [1149,1126,1494,1162]
column-1 [61,118,406,2322]
branch-heading: மோட்டூர் கிளை [176,2264,290,2282]
